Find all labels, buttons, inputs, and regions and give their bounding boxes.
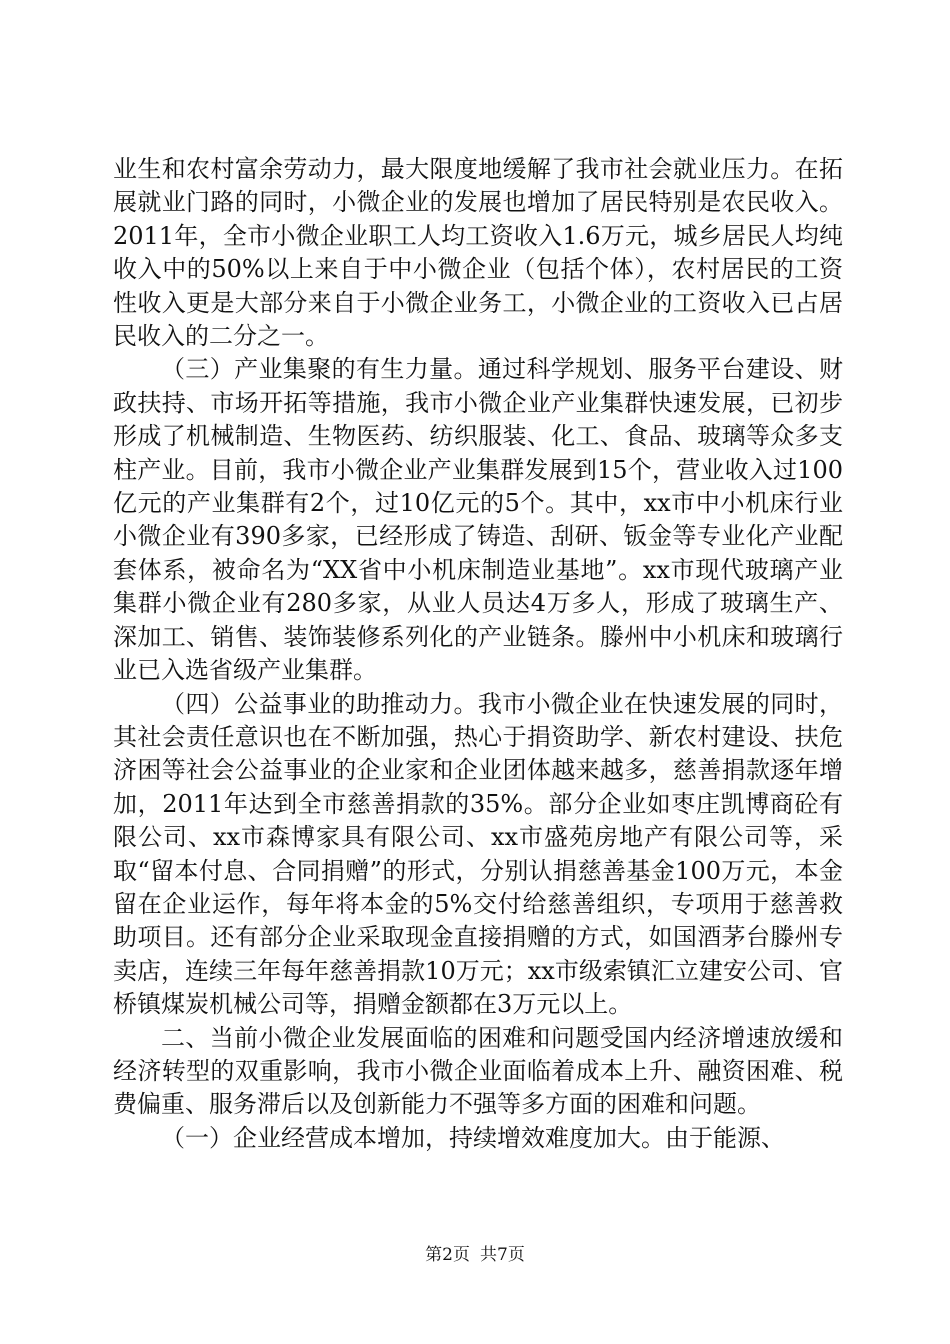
paragraph-part-2-section-1: （一）企业经营成本增加，持续增效难度加大。由于能源、 <box>161 1123 785 1152</box>
page-total: 共7页 <box>480 1245 525 1265</box>
document-body <box>113 153 843 1155</box>
paragraph-part-2-heading: 二、当前小微企业发展面临的困难和问题受国内经济增速放缓和经济转型的双重影响，我市小微企业面临着成本上升、融资困难、税费偏重、服务滞后以及创新能力不强等多方面的困难和问题。 <box>113 1023 843 1119</box>
paragraph-section-3: （三）产业集聚的有生力量。通过科学规划、服务平台建设、财政扶持、市场开拓等措施，我市小微企业产业集群快速发展，已初步形成了机械制造、生物医药、纺织服装、化工、食品、玻璃等众多支柱产业。目前，我市小微企业产业集群发展到15个，营业收入过100亿元的产业集群有2个，过10亿元的5个。其中，xx市中小机床行业小微企业有390多家，已经形成了铸造、刮研、钣金等专业化产业配套体系，被命名为“XX省中小机床制造业基地”。xx市现代玻璃产业集群小微企业有280多家，从业人员达4万多人，形成了玻璃生产、深加工、销售、装饰装修系列化的产业链条。滕州中小机床和玻璃行业已入选省级产业集群。 <box>113 355 843 685</box>
page-number: 第2页 <box>425 1245 470 1265</box>
paragraph-section-4: （四）公益事业的助推动力。我市小微企业在快速发展的同时，其社会责任意识也在不断加强，热心于捐资助学、新农村建设、扶危济困等社会公益事业的企业家和企业团体越来越多，慈善捐款逐年增加，2011年达到全市慈善捐款的35%。部分企业如枣庄凯博商砼有限公司、xx市森博家具有限公司、xx市盛苑房地产有限公司等，采取“留本付息、合同捐赠”的形式，分别认捐慈善基金100万元，本金留在企业运作，每年将本金的5%交付给慈善组织，专项用于慈善救助项目。还有部分企业采取现金直接捐赠的方式，如国酒茅台滕州专卖店，连续三年每年慈善捐款10万元；xx市级索镇汇立建安公司、官桥镇煤炭机械公司等，捐赠金额都在3万元以上。 <box>113 689 843 1019</box>
paragraph-continuation: 业生和农村富余劳动力，最大限度地缓解了我市社会就业压力。在拓展就业门路的同时，小微企业的发展也增加了居民特别是农民收入。2011年，全市小微企业职工人均工资收入1.6万元，城乡居民人均纯收入中的50%以上来自于中小微企业（包括个体），农村居民的工资性收入更是大部分来自于小微企业务工，小微企业的工资收入已占居民收入的二分之一。 <box>113 155 843 351</box>
page-footer <box>0 1240 950 1265</box>
